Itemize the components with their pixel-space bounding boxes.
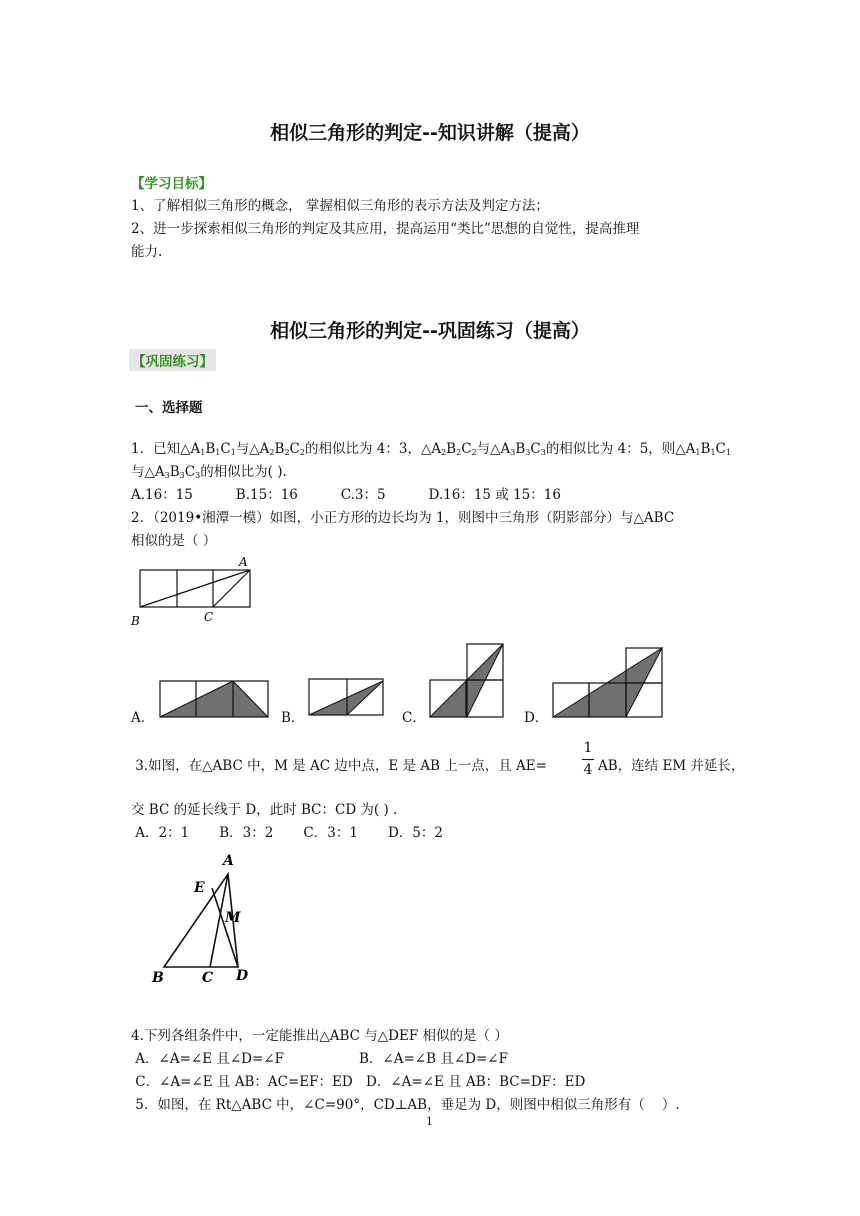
- q3-fraction-bar: [582, 759, 594, 760]
- q3-fraction-denominator: 4: [583, 762, 593, 778]
- q1-line2: 与$\triangle A_3B_3C_3$的相似比为( ).: [131, 464, 287, 480]
- page-number: 1: [426, 1115, 433, 1128]
- q3-fraction-numerator: 1: [583, 740, 593, 756]
- q4-option-a: A．∠A=∠E 且∠D=∠F: [131, 1051, 284, 1067]
- objective-1: 1、了解相似三角形的概念， 掌握相似三角形的表示方法及判定方法；: [131, 198, 549, 214]
- q3-options: A．2：1 B．3：2 C．3：1 D．5：2: [131, 825, 443, 841]
- q4-option-d: D．∠A=∠E 且 AB：BC=DF：ED: [366, 1074, 586, 1090]
- q4-option-c: C．∠A=∠E 且 AB：AC=EF：ED: [131, 1074, 353, 1090]
- q1-line1: 1．已知$\triangle A_1B_1C_1$与$\triangle A_2B_2C_2$的相似比为 4：3，$\triangle A_2B_2C_2$与$\triangle A_3B_3C_3$的相似比为 4：5，则$\triangle A_1B_1C_1$: [131, 441, 731, 457]
- q3-label-e: E: [194, 880, 205, 896]
- practice-title: 相似三角形的判定--巩固练习（提高）: [270, 320, 590, 342]
- q2-option-d-figure: [550, 644, 665, 720]
- q2-option-c-label: C．: [402, 710, 426, 726]
- q2-option-a-figure: [157, 678, 271, 720]
- lecture-title: 相似三角形的判定--知识讲解（提高）: [270, 122, 590, 144]
- q5-line1: 5．如图，在 Rt△ABC 中，∠C=90°，CD⊥AB，垂足为 D，则图中相似三角形有（ ）.: [131, 1097, 680, 1113]
- q3-label-c: C: [202, 970, 214, 986]
- q3-label-a: A: [223, 853, 234, 869]
- q2-label-b: B: [131, 614, 140, 628]
- objective-2: 2、进一步探索相似三角形的判定及其应用，提高运用“类比”思想的自觉性，提高推理: [131, 221, 640, 237]
- q2-option-b-figure: [306, 676, 386, 718]
- q2-option-a-label: A．: [131, 710, 155, 726]
- q3-triangle-figure: [146, 848, 261, 988]
- q4-line1: 4.下列各组条件中，一定能推出△ABC 与△DEF 相似的是（ ）: [131, 1028, 508, 1044]
- q3-label-b: B: [152, 970, 164, 986]
- section-choice: 一、选择题: [135, 400, 203, 416]
- q2-line1: 2．（2019•湘潭一模）如图，小正方形的边长均为 1，则图中三角形（阴影部分）与△ABC: [131, 510, 675, 526]
- q3-line1-b: AB，连结 EM 并延长，: [598, 758, 745, 774]
- q2-option-b-label: B．: [281, 710, 305, 726]
- q1-options: A.16：15 B.15：16 C.3：5 D.16：15 或 15：16: [131, 487, 561, 503]
- q3-line1-a: 3.如图，在△ABC 中，M 是 AC 边中点，E 是 AB 上一点，且 AE=: [131, 758, 547, 774]
- q3-line2: 交 BC 的延长线于 D，此时 BC：CD 为( ) .: [131, 802, 398, 818]
- objectives-heading: 【学习目标】: [131, 176, 212, 192]
- q4-option-b: B．∠A=∠B 且∠D=∠F: [359, 1051, 508, 1067]
- q3-label-d: D: [236, 968, 249, 984]
- q2-label-a: A: [239, 555, 248, 569]
- q2-line2: 相似的是（ ）: [131, 533, 217, 549]
- practice-heading: 【巩固练习】: [129, 349, 216, 371]
- q2-reference-figure: [125, 553, 260, 628]
- q2-option-c-figure: [427, 640, 507, 720]
- objective-2-cont: 能力.: [131, 244, 163, 260]
- q2-label-c: C: [204, 610, 214, 624]
- q2-option-d-label: D．: [524, 710, 549, 726]
- q3-label-m: M: [225, 910, 241, 926]
